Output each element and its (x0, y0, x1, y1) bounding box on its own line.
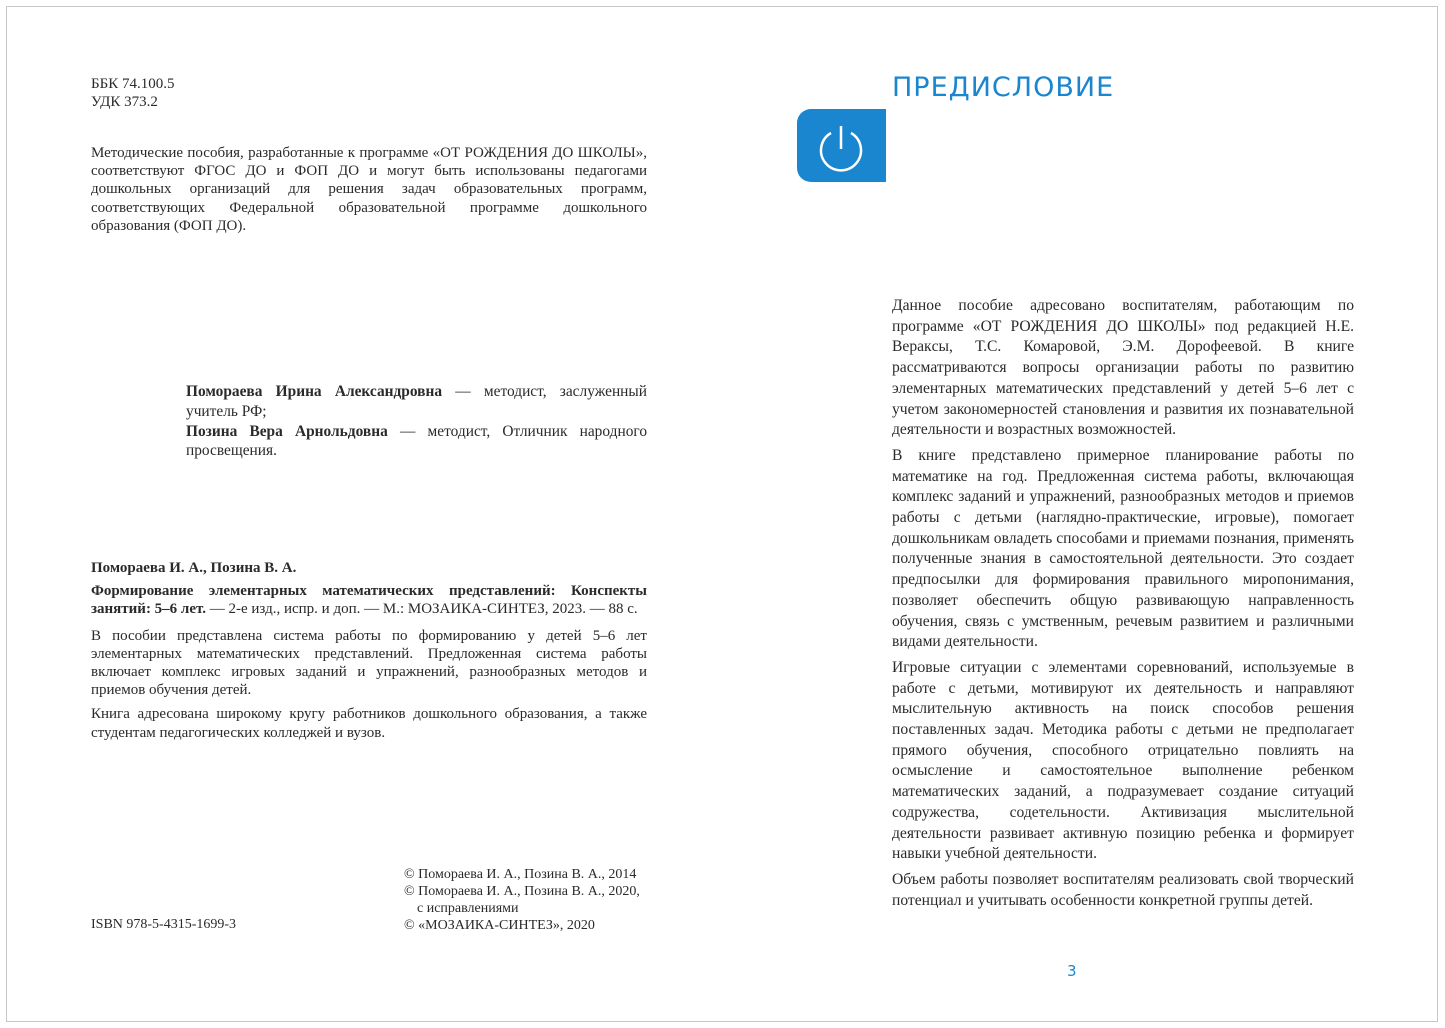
copyright-line: © Помораева И. А., Позина В. А., 2020, (404, 884, 640, 899)
abstract-1: В пособии представлена система работы по формированию у детей 5–6 лет элементарных математических представлений. Предложенная система работы включает комплекс игровых заданий и упражнений, разнообразных методов и приемов обучения детей. (91, 627, 647, 699)
author-2 (186, 422, 647, 462)
citation-details: — 2-е изд., испр. и доп. — М.: МОЗАИКА-СИНТЕЗ, 2023. — 88 с. (206, 601, 638, 618)
preface-paragraph: В книге представлено примерное планирование работы по математике на год. Предложенная система работы, включающая комплекс заданий и упражнений, разнообразных методов и приемов работы с детьми (наглядно-практические, игровые), помогает дошкольникам овладеть способами и приемами познания, применять полученные знания в самостоятельной деятельности. Это создает предпосылки для формирования правильного миропонимания, позволяет обеспечить общую развивающую направленность обучения, связь с умственным, речевым развитием и различными видами деятельности. (892, 446, 1354, 651)
preface-paragraph: Данное пособие адресовано воспитателям, работающим по программе «ОТ РОЖДЕНИЯ ДО ШКОЛЫ» под редакцией Н.Е. Веракcы, Т.С. Комаровой, Э.М. Дорофеевой. В книге рассматриваются вопросы организации работы по развитию элементарных математических представлений у детей 5–6 лет с учетом закономерностей становления и развития их познавательной деятельности и возрастных возможностей. (892, 297, 1354, 439)
preface-paragraph: Объем работы позволяет воспитателям реализовать свой творческий потенциал и учитывать особенности конкретной группы детей. (892, 870, 1354, 909)
copyright-block (404, 866, 640, 934)
bbk-code: ББК 74.100.5 (91, 76, 175, 92)
abstract-2: Книга адресована широкому кругу работников дошкольного образования, а также студентам педагогических колледжей и вузов. (91, 706, 647, 741)
chapter-title: ПРЕДИСЛОВИЕ (892, 72, 1115, 103)
page-number: 3 (1067, 962, 1077, 980)
isbn: ISBN 978-5-4315-1699-3 (91, 917, 237, 932)
preface-paragraph: Игровые ситуации с элементами соревнований, используемые в работе с детьми, мотивируют их деятельность и направляют мыслительную активность на поиск способов решения поставленных задач. Методика работы с детьми не предполагает прямого обучения, способного отрицательно повлиять на осмысление и самостоятельное выполнение ребенком математических заданий, а подразумевает создание ситуаций содружества, содетельности. Активизация мыслительной деятельности развивает активную позицию ребенка и формирует навыки учебной деятельности. (892, 658, 1354, 863)
author-name: Позина Вера Арнольдовна (186, 422, 388, 440)
copyright-line: © Помораева И. А., Позина В. А., 2014 (404, 867, 637, 882)
intro-text: Методические пособия, разработанные к программе «ОТ РОЖДЕНИЯ ДО ШКОЛЫ», соответствуют ФГОС ДО и ФОП ДО и могут быть использованы педагогами дошкольных организаций для решения задач образовательных программ, соответствующих Федеральной образовательной программе дошкольного образования (ФОП ДО). (91, 145, 647, 234)
citation-block (91, 559, 647, 742)
chapter-badge (797, 109, 886, 182)
citation-title: Формирование элементарных математических представлений: Конспекты занятий: 5–6 лет. (91, 583, 647, 618)
citation (91, 582, 647, 618)
copyright-line: © «МОЗАИКА-СИНТЕЗ», 2020 (404, 918, 595, 933)
classification-codes (91, 75, 174, 111)
power-icon (797, 109, 886, 182)
udk-code: УДК 373.2 (91, 94, 158, 111)
author-role: — методист, Отличник народного просвещения. (186, 422, 648, 460)
author-1 (186, 382, 647, 422)
author-role: — методист, заслуженный учитель РФ; (186, 383, 647, 420)
preface-body (892, 296, 1354, 911)
author-name: Помораева Ирина Александровна (186, 383, 443, 400)
copyright-line: с исправлениями (417, 901, 519, 916)
citation-authors: Помораева И. А., Позина В. А. (91, 560, 297, 576)
authors-block (186, 382, 647, 461)
